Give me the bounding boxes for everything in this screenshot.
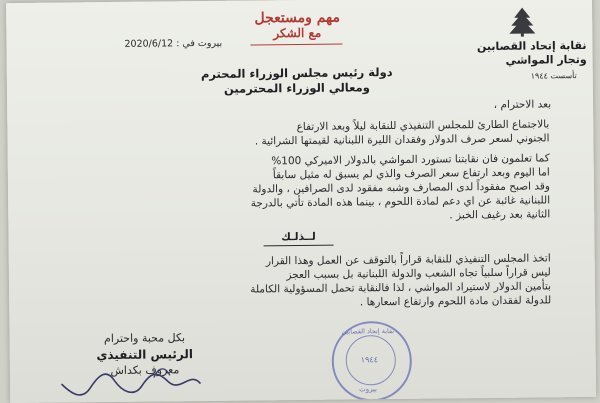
official-stamp [331, 321, 412, 402]
stamp-city: بيروت [359, 385, 378, 394]
greeting: بعد الاحترام ، [493, 98, 552, 111]
addressee-line2: ومعالي الوزراء المحترمين [223, 80, 370, 96]
paragraph-2-line-5: الثانية بعد رغيف الخبز . [449, 208, 551, 222]
paragraph-2-line-3: وقد اصبح مفقوداً لدى المصارف وشبه مفقود لدى الصرافين ، والدولة [252, 180, 551, 196]
paragraph-1-line-2: الجنوني لسعر صرف الدولار وفقدان الليرة اللبنانية لقيمتها الشرائية . [254, 132, 550, 148]
org-founded: تأسست ١٩٤٤ [530, 71, 577, 81]
divider-word: لــذلـك [281, 230, 316, 244]
paragraph-2-line-4: اللبنانية غائبة عن اي دعم لمادة اللحوم ، بينما هذه المادة تأتي بالدرجة [250, 194, 551, 210]
cedar-logo-icon [506, 5, 538, 37]
decision-line-3: بتأمين الدولار لاستيراد المواشي ، لذا فالنقابة تحمل المسؤولية الكاملة [250, 280, 552, 296]
thanks-note: مع الشكر [273, 25, 322, 41]
paragraph-1-line-1: بالاجتماع الطارئ للمجلس التنفيذي للنقابة ليلاً وبعد الارتفاع [296, 118, 550, 134]
decision-line-4: للدولة لفقدان مادة اللحوم وارتفاع اسعارها . [359, 294, 552, 309]
red-underline [250, 44, 342, 46]
paragraph-2-line-1: كما تعلمون فان نقابتنا تستورد المواشي بالدولار الاميركي 100% [271, 152, 550, 168]
urgent-note: مهم ومستعجل [254, 9, 341, 27]
decision-line-2: ليس قراراً سلبياً تجاه الشعب والدولة اللبنانية بل بسبب العجز [286, 266, 551, 282]
closing-salutation: بكل محبة واحترام [103, 331, 186, 346]
stamp-top-text: نقابة إتحاد القصابين [341, 327, 395, 336]
paragraph-2-line-2: اما اليوم وبعد ارتفاع سعر الصرف والذي لم يسبق له مثيل سابقاً [272, 166, 550, 182]
org-name-line1: نقابة إتحاد القصابين [476, 38, 587, 54]
signatory-name: معروف بكداش [110, 363, 180, 377]
org-name-line2: وتجار المواشي [505, 52, 587, 67]
letter-date: بيروت في : 2020/6/12 [124, 37, 223, 50]
handwritten-signature-icon [50, 353, 220, 401]
letter-page [6, 0, 596, 403]
addressee-line1: دولة رئيس مجلس الوزراء المحترم [200, 65, 393, 82]
divider-underline [264, 245, 334, 247]
stamp-year: ١٩٤٤ [360, 355, 379, 365]
signatory-title: الرئيس التنفيذي [96, 347, 194, 363]
decision-line-1: اتخذ المجلس التنفيذي للنقابة قراراً بالتوقف عن العمل وهذا القرار [265, 252, 551, 268]
